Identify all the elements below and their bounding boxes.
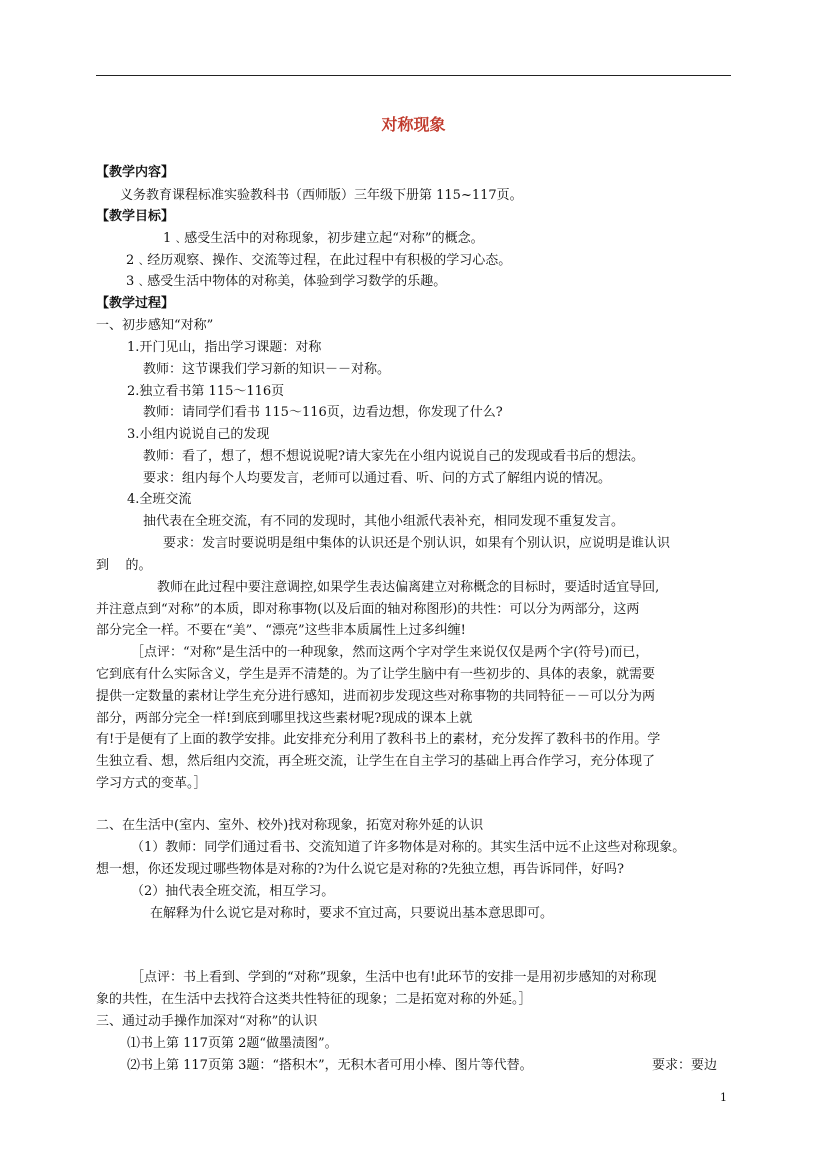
text-line: 教师：看了，想了，想不想说说呢?请大家先在小组内说说自己的发现或看书后的想法。 <box>143 449 644 464</box>
text-line: 【教学过程】 <box>96 296 175 311</box>
text-line: 要求：发言时要说明是组中集体的认识还是个别认识，如果有个别认识，应说明是谁认识 <box>163 536 671 551</box>
text-line: 到 的。 <box>96 558 152 573</box>
text-line: （1）教师：同学们通过看书、交流知道了许多物体是对称的。其实生活中远不止这些对称现象。 <box>131 840 686 855</box>
text-line: 教师在此过程中要注意调控,如果学生表达偏离建立对称概念的目标时，要适时适宜导回, <box>157 580 660 595</box>
header-rule <box>96 75 731 76</box>
text-line: 二、在生活中(室内、室外、校外)找对称现象，拓宽对称外延的认识 <box>96 818 484 833</box>
text-line: ⑵书上第 117页第 3题：“搭积木”，无积木者可用小棒、图片等代替。 <box>127 1058 533 1073</box>
text-line: 【教学目标】 <box>96 209 175 224</box>
text-line: 生独立看、想，然后组内交流，再全班交流，让学生在自主学习的基础上再合作学习，充分体现了 <box>96 754 656 769</box>
text-line: 4.全班交流 <box>127 492 192 507</box>
text-line: ［点评：“对称”是生活中的一种现象，然而这两个字对学生来说仅仅是两个字(符号)而已， <box>131 645 649 660</box>
text-line: 2.独立看书第 115～116页 <box>127 384 285 399</box>
text-line: 1.开门见山，指出学习课题：对称 <box>127 340 322 355</box>
text-line: 部分，两部分完全一样!到底到哪里找这些素材呢?现成的课本上就 <box>96 711 473 726</box>
text-line: 教师：这节课我们学习新的知识－－对称。 <box>143 362 391 377</box>
text-line: 它到底有什么实际含义，学生是弄不清楚的。为了让学生脑中有一些初步的、具体的表象，就需要 <box>96 667 656 682</box>
page-title: 对称现象 <box>381 115 446 134</box>
text-line: 象的共性，在生活中去找符合这类共性特征的现象；二是拓宽对称的外延。］ <box>96 992 532 1007</box>
page-number: 1 <box>720 1091 727 1104</box>
text-line: 抽代表在全班交流，有不同的发现时，其他小组派代表补充，相同发现不重复发言。 <box>143 514 625 529</box>
text-line: ⑴书上第 117页第 2题“做墨渍图”。 <box>127 1036 338 1051</box>
text-line: 义务教育课程标准实验教科书（西师版）三年级下册第 115~117页。 <box>120 188 523 203</box>
text-line: 三、通过动手操作加深对“对称”的认识 <box>96 1014 318 1029</box>
text-line: 要求：要边 <box>652 1058 718 1073</box>
text-line: 要求：组内每个人均要发言，老师可以通过看、听、问的方式了解组内说的情况。 <box>143 471 612 486</box>
text-line: 【教学内容】 <box>96 165 175 180</box>
text-line: ［点评：书上看到、学到的“对称”现象，生活中也有!此环节的安排一是用初步感知的对称现 <box>131 970 657 985</box>
text-line: （2）抽代表全班交流，相互学习。 <box>131 884 335 899</box>
text-line: 在解释为什么说它是对称时，要求不宜过高，只要说出基本意思即可。 <box>150 906 554 921</box>
text-line: 想一想，你还发现过哪些物体是对称的?为什么说它是对称的?先独立想，再告诉同伴，好吗? <box>96 862 624 877</box>
text-line: 教师：请同学们看书 115～116页，边看边想，你发现了什么? <box>143 405 503 420</box>
text-line: 1﹑感受生活中的对称现象，初步建立起“对称”的概念。 <box>163 231 484 246</box>
text-line: 学习方式的变革。］ <box>96 776 207 791</box>
text-line: 一、初步感知“对称” <box>96 318 214 333</box>
text-line: 3.小组内说说自己的发现 <box>127 427 270 442</box>
text-line: 有!于是便有了上面的教学安排。此安排充分利用了教科书上的素材，充分发挥了教科书的作用。学 <box>96 732 661 747</box>
text-line: 部分完全一样。不要在“美”、“漂亮”这些非本质属性上过多纠缠! <box>96 623 466 638</box>
text-line: 2﹑经历观察、操作、交流等过程，在此过程中有积极的学习心态。 <box>126 253 512 268</box>
text-line: 并注意点到“对称”的本质，即对称事物(以及后面的轴对称图形)的共性：可以分为两部分，这两 <box>96 602 640 617</box>
text-line: 3﹑感受生活中物体的对称美，体验到学习数学的乐趣。 <box>126 274 447 289</box>
text-line: 提供一定数量的素材让学生充分进行感知，进而初步发现这些对称事物的共同特征－－可以分为两 <box>96 689 656 704</box>
